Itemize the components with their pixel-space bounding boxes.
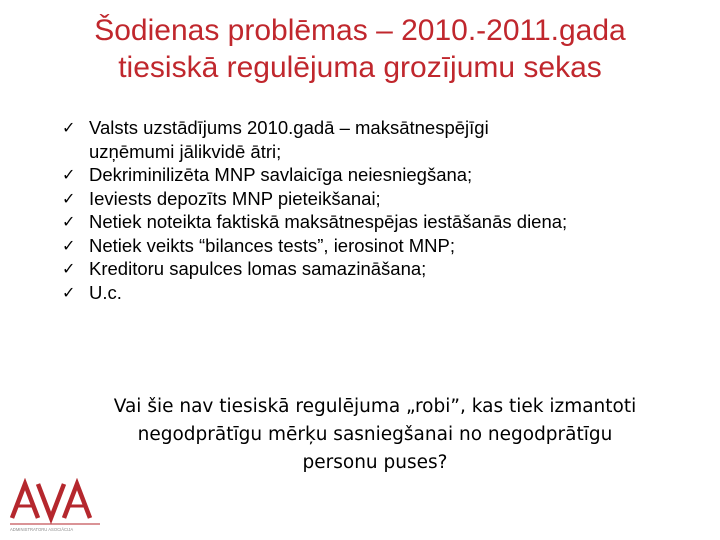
question-text bbox=[55, 393, 695, 477]
checkmark-icon: ✓ bbox=[62, 259, 76, 278]
bullet-item bbox=[62, 257, 702, 281]
question-line-2: negodprātīgu mērķu sasniegšanai no negodprātīgu bbox=[137, 424, 613, 445]
bullet-item bbox=[62, 210, 702, 234]
checkmark-icon: ✓ bbox=[62, 165, 76, 184]
question-line-3: personu puses? bbox=[302, 452, 448, 473]
ava-logo bbox=[8, 478, 108, 536]
bullet-item bbox=[62, 116, 702, 163]
bullet-text: U.c. bbox=[89, 281, 122, 303]
bullet-item bbox=[62, 163, 702, 187]
slide-title bbox=[20, 12, 700, 86]
checkmark-icon: ✓ bbox=[62, 212, 76, 231]
checkmark-icon: ✓ bbox=[62, 188, 76, 208]
bullet-text: Kreditoru sapulces lomas samazināšana; bbox=[89, 258, 427, 279]
bullet-text: Dekriminilizēta MNP savlaicīga neiesniegšana; bbox=[89, 164, 473, 185]
bullet-text: Netiek veikts “bilances tests”, ierosinot MNP; bbox=[89, 234, 456, 256]
question-line-1: Vai šie nav tiesiskā regulējuma „robi”, kas tiek izmantoti bbox=[113, 396, 637, 417]
title-line-1: Šodienas problēmas – 2010.-2011.gada bbox=[94, 14, 626, 47]
logo-caption: ADMINISTRATORU ASOCIĀCIJA bbox=[10, 527, 74, 532]
bullet-item bbox=[62, 281, 702, 305]
checkmark-icon: ✓ bbox=[62, 235, 76, 255]
bullet-text-line-2: uzņēmumi jālikvidē ātri; bbox=[89, 140, 282, 162]
title-line-2: tiesiskā regulējuma grozījumu sekas bbox=[118, 51, 602, 84]
checkmark-icon: ✓ bbox=[62, 118, 76, 137]
bullet-list bbox=[62, 116, 702, 304]
bullet-item bbox=[62, 234, 702, 258]
checkmark-icon: ✓ bbox=[62, 282, 76, 302]
bullet-text: Ieviests depozīts MNP pieteikšanai; bbox=[89, 187, 381, 209]
bullet-item bbox=[62, 187, 702, 211]
bullet-text-line-1: Valsts uzstādījums 2010.gadā – maksātnespējīgi bbox=[89, 117, 489, 138]
bullet-text: Netiek noteikta faktiskā maksātnespējas iestāšanās diena; bbox=[89, 211, 568, 232]
